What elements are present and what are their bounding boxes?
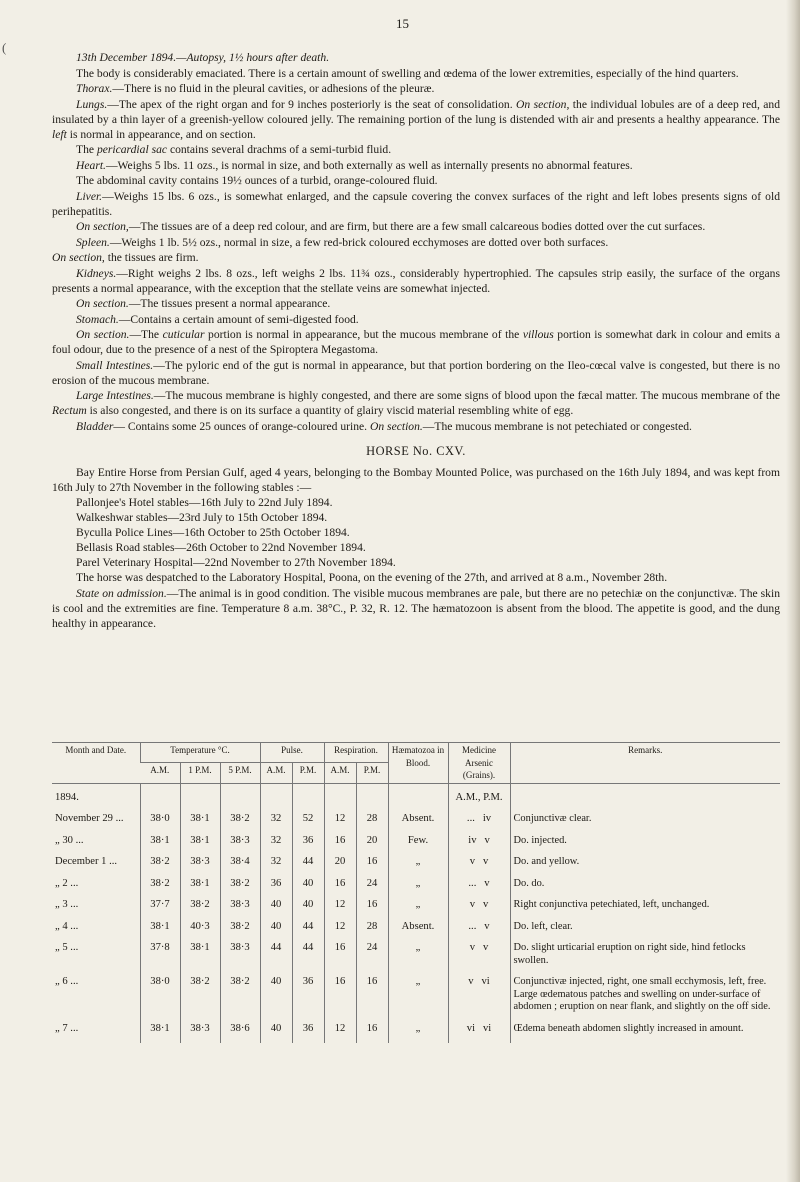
year-cell: 1894. <box>55 791 79 803</box>
cuticular-word: cuticular <box>162 328 205 341</box>
bladder-text: — Contains some 25 ounces of orange-coloured urine. <box>113 419 368 433</box>
cell-t-1pm: 38·2 <box>180 975 220 1022</box>
cell-t-am: 38·1 <box>140 920 180 942</box>
stable-item: Byculla Police Lines—16th October to 25th October 1894. <box>76 526 350 539</box>
table-row <box>52 1022 780 1044</box>
cell-t-am: 38·0 <box>140 975 180 1022</box>
cell-remarks: Conjunctivæ clear. <box>510 812 780 834</box>
cell-medicine <box>448 855 510 877</box>
cell-medicine-pm: iv <box>482 813 492 824</box>
cell-haem: Absent. <box>388 812 448 834</box>
villous-word: villous <box>522 328 554 341</box>
cell-t-1pm: 38·3 <box>180 1022 220 1044</box>
cell-remarks: Do. left, clear. <box>510 920 780 942</box>
cell-t-1pm: 40·3 <box>180 920 220 942</box>
header-haematozoa: Hæmatozoa in Blood. <box>388 743 448 784</box>
cell-remarks: Conjunctivæ injected, right, one small ecchymosis, left, free. Large œdematous patches and swelling on under-surface of abdomen ; eruption on near flank, and slightly on the off side. <box>510 975 780 1022</box>
header-pulse: Pulse. <box>260 743 324 763</box>
heart-paragraph <box>52 158 780 173</box>
table-row <box>52 855 780 877</box>
page-number: 15 <box>396 16 409 31</box>
cell-r-am: 16 <box>324 941 356 975</box>
liver-section-paragraph <box>52 219 780 234</box>
cell-remarks: Do. do. <box>510 877 780 899</box>
cell-medicine-am: iv <box>468 834 477 846</box>
table-row <box>52 941 780 975</box>
cell-t-am: 38·2 <box>140 855 180 877</box>
cell-r-am: 12 <box>324 1022 356 1044</box>
cell-p-am: 40 <box>260 975 292 1022</box>
cell-r-am: 12 <box>324 898 356 920</box>
corner-mark: ( <box>2 40 7 55</box>
cell-haem: Few. <box>388 834 448 856</box>
stomach-section-text-b: portion is normal in appearance, but the mucous membrane of the <box>208 328 520 341</box>
stomach-section-text-c: portion is somewhat dark in colour and emits a foul odour, due to the presence of a nest of the Spiroptera Megastoma. <box>52 328 781 356</box>
header-temp-1pm: 1 P.M. <box>180 763 220 783</box>
cell-t-5pm: 38·2 <box>220 812 260 834</box>
liver-text: —Weighs 15 lbs. 6 ozs., is somewhat enlarged, and the capsule covering the convex surfaces of the right and left lobes presents signs of old perihepatitis. <box>52 189 780 218</box>
bladder-paragraph <box>52 419 780 434</box>
cell-t-am: 38·2 <box>140 877 180 899</box>
cell-t-5pm: 38·2 <box>220 975 260 1022</box>
kidneys-text: —Right weighs 2 lbs. 8 ozs., left weighs 2 lbs. 11¾ ozs., considerably hypertrophied. The capsules strip easily, the surface of the organs presents a normal appearance, with the exception that the stellate veins are somewhat injected. <box>52 266 780 295</box>
cell-haem: „ <box>388 898 448 920</box>
cell-medicine-am: v <box>468 976 474 987</box>
cell-remarks: Œdema beneath abdomen slightly increased in amount. <box>510 1022 780 1044</box>
cell-medicine-pm: v <box>482 942 489 953</box>
stomach-section-paragraph <box>52 327 780 357</box>
cell-remarks: Do. injected. <box>510 834 780 856</box>
cell-date: „ 5 ... <box>55 942 79 953</box>
cell-t-am: 37·8 <box>140 941 180 975</box>
cell-p-am: 32 <box>260 834 292 856</box>
autopsy-report <box>52 50 780 631</box>
horse-heading: HORSE No. CXV. <box>366 443 466 458</box>
pericardial-label: pericardial sac <box>96 143 168 156</box>
cell-p-pm: 36 <box>292 1022 324 1044</box>
cell-t-1pm: 38·1 <box>180 877 220 899</box>
medicine-subheader: A.M., P.M. <box>448 783 510 812</box>
medicine-pm-label: P.M. <box>483 791 503 803</box>
body-paragraph: The body is considerably emaciated. There is a certain amount of swelling and œdema of the lower extremities, especially of the hind quarters. <box>76 66 739 80</box>
cell-p-pm: 36 <box>292 834 324 856</box>
stable-item: Walkeshwar stables—23rd July to 15th October 1894. <box>76 511 328 524</box>
cell-r-pm: 20 <box>356 834 388 856</box>
cell-medicine <box>448 877 510 899</box>
thorax-paragraph <box>52 81 780 96</box>
header-medicine: Medicine Arsenic (Grains). <box>448 743 510 784</box>
lungs-text-c: is normal in appearance, and on section. <box>69 127 256 141</box>
cell-haem: „ <box>388 1022 448 1044</box>
cell-date: „ 6 ... <box>55 976 79 987</box>
header-resp-am: A.M. <box>324 763 356 783</box>
small-intestines-paragraph <box>52 358 780 388</box>
heart-text: —Weighs 5 lbs. 11 ozs., is normal in size, and both externally as well as internally presents no abnormal features. <box>105 158 633 172</box>
cell-p-pm: 52 <box>292 812 324 834</box>
cell-haem: „ <box>388 877 448 899</box>
spleen-text: —Weighs 1 lb. 5½ ozs., normal in size, a few red-brick coloured ecchymoses are dotted over both surfaces. <box>109 235 609 249</box>
cell-haem: „ <box>388 941 448 975</box>
lungs-paragraph <box>52 97 780 142</box>
cell-p-am: 40 <box>260 1022 292 1044</box>
cell-t-5pm: 38·6 <box>220 1022 260 1044</box>
header-resp-pm: P.M. <box>356 763 388 783</box>
spleen-label: Spleen. <box>76 235 110 249</box>
cell-r-pm: 28 <box>356 812 388 834</box>
cell-date: „ 7 ... <box>55 1022 79 1034</box>
cell-date: „ 2 ... <box>55 877 79 889</box>
heart-label: Heart. <box>76 158 106 172</box>
cell-p-am: 40 <box>260 920 292 942</box>
cell-date: „ 3 ... <box>55 899 79 910</box>
cell-r-pm: 16 <box>356 975 388 1022</box>
cell-haem: Absent. <box>388 920 448 942</box>
small-intestines-label: Small Intestines. <box>76 358 154 372</box>
cell-p-am: 40 <box>260 898 292 920</box>
cell-r-am: 16 <box>324 834 356 856</box>
header-temp-5pm: 5 P.M. <box>220 763 260 783</box>
cell-haem: „ <box>388 855 448 877</box>
cell-date: December 1 ... <box>55 856 118 867</box>
cell-r-pm: 28 <box>356 920 388 942</box>
stable-list <box>76 495 780 570</box>
header-month: Month and Date. <box>52 743 140 784</box>
cell-medicine <box>448 941 510 975</box>
pericardial-pre: The <box>76 143 95 156</box>
cell-t-5pm: 38·3 <box>220 834 260 856</box>
pericardial-text: contains several drachms of a semi-turbid fluid. <box>169 143 392 156</box>
cell-r-pm: 24 <box>356 877 388 899</box>
stomach-section-label: On section. <box>76 328 130 341</box>
cell-p-pm: 40 <box>292 898 324 920</box>
state-label: State on admission. <box>76 586 167 600</box>
lungs-label: Lungs. <box>76 97 108 111</box>
stable-item: Pallonjee's Hotel stables—16th July to 22nd July 1894. <box>76 496 333 509</box>
spleen-section-label: On section, <box>52 251 105 264</box>
autopsy-title: 13th December 1894.—Autopsy, 1½ hours after death. <box>76 51 330 64</box>
bladder-label: Bladder <box>76 419 114 433</box>
cell-haem: „ <box>388 975 448 1022</box>
cell-t-am: 37·7 <box>140 898 180 920</box>
bladder-section-text: —The mucous membrane is not petechiated or congested. <box>422 419 692 433</box>
cell-medicine <box>448 975 510 1022</box>
cell-medicine-pm: vi <box>482 1022 492 1034</box>
cell-remarks: Right conjunctiva petechiated, left, unchanged. <box>510 898 780 920</box>
cell-r-am: 12 <box>324 920 356 942</box>
cell-medicine <box>448 812 510 834</box>
kidneys-section-label: On section. <box>76 297 129 310</box>
cell-medicine-am: v <box>469 856 476 867</box>
cell-medicine-am: v <box>469 899 476 910</box>
table-row <box>52 877 780 899</box>
pericardial-paragraph <box>52 142 780 157</box>
cell-date: „ 30 ... <box>55 834 84 846</box>
cell-t-am: 38·0 <box>140 812 180 834</box>
observation-table <box>52 742 780 1043</box>
table-row <box>52 898 780 920</box>
header-respiration: Respiration. <box>324 743 388 763</box>
stable-item: Bellasis Road stables—26th October to 22nd November 1894. <box>76 541 366 554</box>
cell-r-pm: 16 <box>356 855 388 877</box>
large-intestines-label: Large Intestines. <box>76 389 154 402</box>
cell-t-am: 38·1 <box>140 834 180 856</box>
table-row <box>52 834 780 856</box>
cell-p-pm: 36 <box>292 975 324 1022</box>
stomach-text: —Contains a certain amount of semi-digested food. <box>118 312 359 326</box>
header-pulse-am: A.M. <box>260 763 292 783</box>
cell-medicine <box>448 898 510 920</box>
stomach-paragraph <box>52 312 780 327</box>
spleen-paragraph <box>52 235 780 250</box>
state-text: —The animal is in good condition. The visible mucous membranes are pale, but there are no petechiæ on the conjunctivæ. The skin is cool and the extremities are fine. Temperature 8 a.m. 38°C., P. 32, R. 12. The hæmatozoon is absent from the blood. The appetite is good, and the dung healthy in appearance. <box>52 586 781 630</box>
header-temp-am: A.M. <box>140 763 180 783</box>
binding-edge <box>786 0 800 1182</box>
kidneys-section-text: —The tissues present a normal appearance. <box>128 297 331 310</box>
cell-r-am: 16 <box>324 877 356 899</box>
cell-t-1pm: 38·1 <box>180 812 220 834</box>
cell-r-pm: 16 <box>356 898 388 920</box>
liver-section-label: On section, <box>76 220 129 233</box>
lungs-on-section: On section, <box>516 97 570 111</box>
cell-medicine-pm: v <box>484 920 490 932</box>
cell-medicine-am: v <box>469 942 476 953</box>
thorax-label: Thorax. <box>76 82 113 95</box>
cell-p-am: 36 <box>260 877 292 899</box>
table-row <box>52 920 780 942</box>
small-intestines-text: —The pyloric end of the gut is normal in appearance, but that portion bordering on the Ileo-cœcal valve is congested, but there is no erosion of the mucous membrane. <box>52 358 780 387</box>
large-intestines-text-a: —The mucous membrane is highly congested, and there are some signs of blood upon the fæcal matter. The mucous membrane of the <box>153 389 781 402</box>
header-temperature: Temperature °C. <box>140 743 260 763</box>
cell-t-5pm: 38·3 <box>220 898 260 920</box>
cell-t-1pm: 38·3 <box>180 855 220 877</box>
table-row <box>52 812 780 834</box>
large-intestines-paragraph <box>52 388 780 418</box>
cell-medicine-pm: vi <box>481 976 490 987</box>
spleen-section-paragraph <box>52 250 780 265</box>
large-intestines-text-b: is also congested, and there is on its surface a quantity of glairy viscid material resembling white of egg. <box>89 404 574 417</box>
cell-medicine-am: vi <box>466 1022 476 1034</box>
kidneys-label: Kidneys. <box>76 266 117 280</box>
spleen-section-text: the tissues are firm. <box>107 251 199 264</box>
cell-medicine-am: ... <box>466 813 475 824</box>
cell-p-pm: 44 <box>292 855 324 877</box>
cell-t-am: 38·1 <box>140 1022 180 1044</box>
cell-r-am: 20 <box>324 855 356 877</box>
cell-medicine-pm: v <box>484 834 490 846</box>
cell-medicine-pm: v <box>482 899 489 910</box>
cell-p-pm: 44 <box>292 941 324 975</box>
cell-r-am: 12 <box>324 812 356 834</box>
cell-medicine <box>448 920 510 942</box>
cell-t-1pm: 38·1 <box>180 941 220 975</box>
stomach-label: Stomach. <box>76 312 119 326</box>
cell-p-am: 44 <box>260 941 292 975</box>
rectum-word: Rectum <box>52 404 87 417</box>
medicine-am-label: A.M. <box>455 791 478 803</box>
year-row <box>52 783 780 812</box>
header-pulse-pm: P.M. <box>292 763 324 783</box>
lungs-text-a: —The apex of the right organ and for 9 inches posteriorly is the seat of consolidation. <box>107 97 513 111</box>
cell-t-1pm: 38·1 <box>180 834 220 856</box>
cell-p-pm: 40 <box>292 877 324 899</box>
cell-p-pm: 44 <box>292 920 324 942</box>
thorax-text: —There is no fluid in the pleural cavities, or adhesions of the pleuræ. <box>112 82 435 95</box>
cell-t-1pm: 38·2 <box>180 898 220 920</box>
liver-paragraph <box>52 189 780 219</box>
cell-date: November 29 ... <box>55 813 124 824</box>
kidneys-paragraph <box>52 266 780 296</box>
cell-t-5pm: 38·2 <box>220 920 260 942</box>
cell-t-5pm: 38·3 <box>220 941 260 975</box>
cell-t-5pm: 38·2 <box>220 877 260 899</box>
horse-intro: Bay Entire Horse from Persian Gulf, aged 4 years, belonging to the Bombay Mounted Police, was purchased on the 16th July 1894, and was kept from 16th July to 27th November in the following stables :— <box>52 465 780 494</box>
cell-medicine <box>448 1022 510 1044</box>
cell-p-am: 32 <box>260 812 292 834</box>
autopsy-title-paragraph <box>52 50 780 65</box>
cell-medicine-am: ... <box>468 920 477 932</box>
kidneys-section-paragraph <box>52 296 780 311</box>
lungs-text-b: the individual lobules are of a deep red, and insulated by a thin layer of a greenish-yellow coloured jelly. The remaining portion of the lung is distended with air and presents a healthy appearance. The <box>52 97 781 126</box>
abdominal-paragraph: The abdominal cavity contains 19½ ounces of a turbid, orange-coloured fluid. <box>76 174 438 187</box>
cell-medicine <box>448 834 510 856</box>
cell-date: „ 4 ... <box>55 920 79 932</box>
cell-medicine-pm: v <box>482 856 489 867</box>
stable-item: Parel Veterinary Hospital—22nd November to 27th November 1894. <box>76 556 396 569</box>
cell-medicine-pm: v <box>484 877 490 889</box>
liver-label: Liver. <box>76 189 103 203</box>
cell-r-pm: 24 <box>356 941 388 975</box>
cell-t-5pm: 38·4 <box>220 855 260 877</box>
liver-section-text: —The tissues are of a deep red colour, and are firm, but there are a few small calcareous bodies dotted over the cut surfaces. <box>128 220 706 233</box>
bladder-section-label: On section. <box>369 419 423 433</box>
cell-remarks: Do. slight urticarial eruption on right side, hind fetlocks swollen. <box>510 941 780 975</box>
lungs-left-word: left <box>52 127 67 141</box>
state-paragraph <box>52 586 780 631</box>
cell-p-am: 32 <box>260 855 292 877</box>
header-remarks: Remarks. <box>510 743 780 784</box>
cell-remarks: Do. and yellow. <box>510 855 780 877</box>
cell-r-am: 16 <box>324 975 356 1022</box>
stomach-section-text-a: —The <box>129 328 160 341</box>
despatch-paragraph: The horse was despatched to the Laboratory Hospital, Poona, on the evening of the 27th, and arrived at 8 a.m., November 28th. <box>76 571 668 584</box>
table-row <box>52 975 780 1022</box>
cell-medicine-am: ... <box>468 877 477 889</box>
cell-r-pm: 16 <box>356 1022 388 1044</box>
